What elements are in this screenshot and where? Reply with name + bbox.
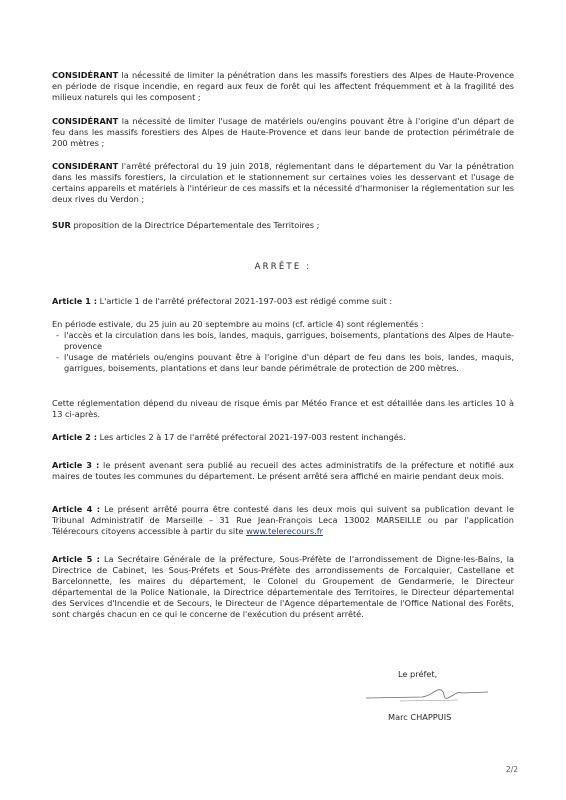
signatory-name: Marc CHAPPUIS [388, 712, 452, 722]
article-4-keyword: Article 4 : [52, 504, 100, 514]
article-5-text: La Secrétaire Générale de la préfecture, Sous-Préfète de l'arrondissement de Digne-les-Bains, la Directrice de Cabinet, les Sous-Préfets et Sous-Préfète des arrondissements de Forcalquier, Castellane et Barcelonnette, les maires du département, le Colonel du Groupement de Gendarmerie, le Directeur départemental de la Police Nationale, la Directrice départementale des Territoires, le Directeur départemental des Services d'Incendie et de Secours, le Directeur de l'Agence départementale de l'Office National des Forêts, sont chargés chacun en ce qui le concerne de l'exécution du présent arrêté. [52, 554, 515, 620]
considerant-keyword: CONSIDÉRANT [52, 161, 119, 171]
article-1-keyword: Article 1 : [52, 296, 97, 306]
article-1 [52, 296, 514, 307]
considerant-text: l'arrêté préfectoral du 19 juin 2018, réglementant dans le département du Var la pénétration dans les massifs forestiers, la circulation et le stationnement sur certaines voies les desservant et l'usage de certains appareils et matériels à l'intérieur de ces massifs et la nécessité d'harmoniser la réglementation sur les deux rives du Verdon ; [52, 161, 514, 205]
considerant-1 [52, 70, 514, 103]
considerant-keyword: CONSIDÉRANT [52, 116, 119, 126]
signatory-role: Le préfet, [398, 669, 438, 679]
article-5-keyword: Article 5 : [52, 554, 100, 564]
article-1-list [52, 330, 514, 374]
article-2 [52, 432, 514, 443]
list-item: - l'accès et la circulation dans les bois, landes, maquis, garrigues, boisements, plantations des Alpes de Haute-provence [52, 330, 514, 352]
article-4 [52, 504, 514, 537]
considerant-3 [52, 161, 514, 205]
list-item: - l'usage de matériels ou/engins pouvant être à l'origine d'un départ de feu dans les bois, landes, maquis, garrigues, boisements, plantations et dans leur bande périmétrale de protection de 200 mètres. [52, 352, 514, 374]
article-1-note [52, 398, 514, 420]
handwritten-signature [362, 682, 492, 706]
considerant-keyword: CONSIDÉRANT [52, 70, 119, 80]
article-3-keyword: Article 3 : [52, 460, 100, 470]
article-5 [52, 554, 514, 621]
article-3 [52, 460, 514, 482]
sur-proposition [52, 220, 514, 231]
sur-keyword: SUR [52, 220, 71, 230]
article-3-text: le présent avenant sera publié au recueil des actes administratifs de la préfecture et notifié aux maires de toutes les communes du département. Le présent arrêté sera affiché en mairie pendant deux mois. [52, 460, 515, 482]
considerant-2 [52, 116, 514, 149]
article-1-body [52, 319, 514, 374]
article-4-text: Le présent arrêté pourra être contesté dans les deux mois qui suivent sa publication devant le Tribunal Administratif de Marseille – 31 Rue Jean-François Leca 13002 MARSEILLE ou par l'application Télérecours citoyens accessible à partir du site [52, 504, 514, 537]
page-number: 2/2 [505, 765, 518, 774]
sur-text: proposition de la Directrice Départementale des Territoires ; [70, 220, 320, 230]
article-1-intro: En période estivale, du 25 juin au 20 septembre au moins (cf. article 4) sont réglementés : [52, 319, 424, 329]
considerant-text: la nécessité de limiter la pénétration dans les massifs forestiers des Alpes de Haute-Provence en période de risque incendie, en regard aux feux de forêt qui les affectent fréquemment et à la fragilité des milieux naturels qui les composent ; [52, 70, 514, 103]
article-2-text: Les articles 2 à 17 de l'arrêté préfectoral 2021-197-003 restent inchangés. [96, 432, 406, 442]
article-1-note-text: Cette réglementation dépend du niveau de risque émis par Météo France et est détaillée dans les articles 10 à 13 ci-après. [52, 398, 514, 420]
article-1-text: L'article 1 de l'arrêté préfectoral 2021-197-003 est rédigé comme suit : [96, 296, 393, 306]
arrete-title: ARRÊTE : [254, 262, 312, 272]
considerant-text: la nécessité de limiter l'usage de matériels ou/engins pouvant être à l'origine d'un départ de feu dans les massifs forestiers des Alpes de Haute-Provence et dans leur bande de protection périmétrale de 200 mètres ; [52, 116, 514, 149]
article-2-keyword: Article 2 : [52, 432, 97, 442]
telerecours-link[interactable]: www.telerecours.fr [246, 526, 323, 537]
